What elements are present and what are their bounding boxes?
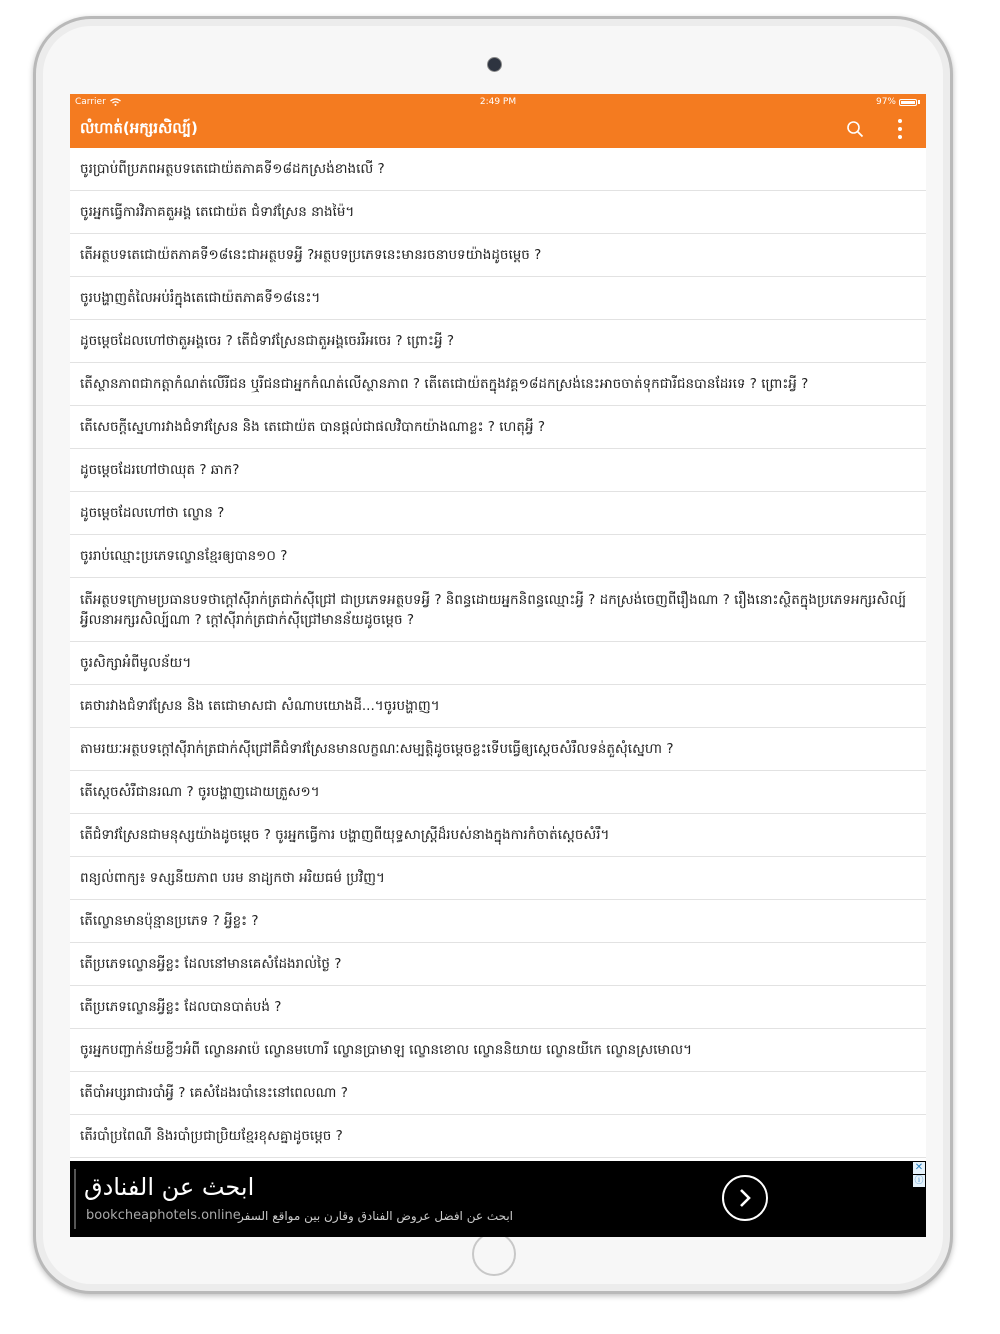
question-text: តើបាំអប្សរាជារបាំអ្វី ? គេសំដែងរបាំនេះនៅពេលណា ? — [80, 1085, 348, 1101]
question-text: ចូរសិក្សាអំពីមូលន័យ។ — [80, 655, 192, 671]
list-item[interactable] — [70, 578, 926, 642]
chevron-right-icon — [737, 1187, 753, 1209]
ad-close-icon[interactable]: ✕ — [914, 1162, 924, 1173]
ad-url[interactable]: bookcheaphotels.online — [86, 1208, 241, 1223]
list-item[interactable] — [70, 406, 926, 449]
home-button[interactable] — [472, 1232, 516, 1276]
list-item[interactable] — [70, 642, 926, 685]
question-text: ចូរបង្ហាញតំលៃអប់រំក្នុងតេជោយ៉តភាគទី១៨នេះ។ — [80, 290, 321, 306]
list-item[interactable] — [70, 900, 926, 943]
list-item[interactable] — [70, 148, 926, 191]
question-text: ចូរអ្នកធ្វើការវិភាគតួអង្គ តេជោយ៉ត ជំទាវស្រែន នាងម៉ៃ។ — [80, 204, 355, 220]
question-text: តើជំទាវស្រែនជាមនុស្សយ៉ាងដូចម្ដេច ? ចូរអ្នកធ្វើការ បង្ហាញពីយុទ្ធសាស្ត្រីដ៏របស់នាងក្នុងការកំចាត់ស្ដេចសំរឹ។ — [80, 827, 610, 843]
question-text: តើស្ដេចសំរឹជានរណា ? ចូរបង្ហាញដោយត្រួស១។ — [80, 784, 320, 800]
list-item[interactable] — [70, 234, 926, 277]
list-item[interactable] — [70, 986, 926, 1029]
list-item[interactable] — [70, 814, 926, 857]
question-text: តើប្រភេទល្ខោនអ្វីខ្លះ ដែលបានបាត់បង់ ? — [80, 999, 282, 1015]
search-icon[interactable] — [846, 120, 864, 138]
ad-description: ابحث عن افضل عروض الفنادق وقارن بين مواقع السفر — [238, 1209, 514, 1223]
list-item[interactable] — [70, 535, 926, 578]
question-text: ចូរអ្នកបញ្ជាក់ន័យខ្លីៗអំពី ល្ខោនអាប៉េ ល្ខោនមហោរី ល្ខោនប្រាមាឡ ល្ខោនខោល ល្ខោននិយាយ ល្ខោនយីកេ ល្ខោនស្រមោល។ — [80, 1042, 692, 1058]
question-text: តើអត្ថបទក្រោមប្រធានបទថាក្ដៅស៊ីរាក់ត្រជាក់ស៊ីជ្រៅ ជាប្រភេទអត្ថបទអ្វី ? និពន្ធដោយអ្នកនិពន្ធឈ្មោះអ្វី ? ដកស្រង់ចេញពីរឿងណា ? រឿងនោះស្ថិតក្នុងប្រភេទអក្សរសិល្ប៍អ្វីលនាអក្សរសិល្ប៍ណា ? ក្ដៅស៊ីរាក់ត្រជាក់ស៊ីជ្រៅមានន័យដូចម្ដេច ? — [80, 591, 907, 628]
app-screen — [70, 94, 926, 1237]
list-item[interactable] — [70, 277, 926, 320]
list-item[interactable] — [70, 1072, 926, 1115]
list-item[interactable] — [70, 363, 926, 406]
list-item[interactable] — [70, 1029, 926, 1072]
ad-title[interactable]: ابحث عن الفنادق — [84, 1173, 255, 1201]
question-text: តើរបាំប្រពៃណី និងរបាំប្រជាប្រិយខ្មែរខុសគ្នាដូចម្ដេច ? — [80, 1128, 343, 1144]
question-text: ដូចម្ដេចដែរហៅថាឈុត ? ឆាក? — [80, 462, 240, 478]
list-item[interactable] — [70, 728, 926, 771]
camera-icon — [487, 57, 502, 72]
list-item[interactable] — [70, 857, 926, 900]
list-item[interactable] — [70, 191, 926, 234]
list-item[interactable] — [70, 685, 926, 728]
question-text: ដូចម្ដេចដែលហៅថាតួអង្គចេរ ? តើជំទាវស្រែនជាតួអង្គចេររឺអចេរ ? ព្រោះអ្វី ? — [80, 333, 454, 349]
question-text: ដូចម្ដេចដែលហៅថា ល្ខោន ? — [80, 505, 225, 521]
more-vertical-icon[interactable] — [896, 119, 904, 139]
list-item[interactable] — [70, 943, 926, 986]
list-item[interactable] — [70, 492, 926, 535]
list-item[interactable] — [70, 449, 926, 492]
question-text: តាមរយៈអត្ថបទក្ដៅស៊ីរាក់ត្រជាក់ស៊ីជ្រៅគឺជំទាវស្រែនមានលក្ខណៈសម្បត្តិដូចម្ដេចខ្លះទើបធ្វើឲ្យស្ដេចសំរឹលទន់តួសុំស្នេហា ? — [80, 741, 674, 757]
ad-info-icon[interactable]: ⓘ — [914, 1176, 924, 1186]
ad-arrow-button[interactable] — [722, 1175, 768, 1221]
ad-divider — [74, 1169, 76, 1229]
battery-icon — [899, 99, 917, 106]
carrier-label: Carrier — [75, 97, 106, 107]
question-text: ពន្យល់ពាក្យ៖ ទស្សនីយភាព បរម នាដ្យកថា អរិយធម៌ ប្រវិញ។ — [80, 870, 385, 886]
list-item[interactable] — [70, 1115, 926, 1158]
question-text: តើល្ខោនមានប៉ុន្មានប្រភេទ ? អ្វីខ្លះ ? — [80, 913, 259, 929]
list-item[interactable] — [70, 771, 926, 814]
clock: 2:49 PM — [479, 97, 517, 107]
status-bar — [70, 94, 926, 110]
question-text: តើអត្ថបទតេជោយ៉តភាគទី១៨នេះជាអត្ថបទអ្វី ?អត្ថបទប្រភេទនេះមានរចនាបទយ៉ាងដូចម្ដេច ? — [80, 247, 542, 263]
question-text: គេថារវាងជំទាវស្រែន និង តេជោមាសជា សំណាបយោងដី...។ចូរបង្ហាញ។ — [80, 698, 440, 714]
question-list — [70, 148, 926, 1158]
ad-banner[interactable] — [70, 1161, 926, 1237]
question-text: ចូរប្រាប់ពីប្រភពអត្ថបទតេជោយ៉តភាគទី១៨ដកស្រង់ខាងលើ ? — [80, 161, 385, 177]
page-title: លំហាត់(អក្សរសិល្ប៍) — [80, 119, 198, 137]
nav-bar — [70, 110, 926, 148]
question-text: ចូររាប់ឈ្មោះប្រភេទល្ខោនខ្មែរឲ្យបាន១០ ? — [80, 548, 288, 564]
question-text: តើស្ថានភាពជាកត្តាកំណត់លើរីជន ឬរីជនជាអ្នកកំណត់លើស្ថានភាព ? តើតេជោយ៉តក្នុងវគ្គ១៨ដកស្រង់នេះអាចចាត់ទុកជារីជនបានដែរទេ ? ព្រោះអ្វី ? — [80, 376, 809, 392]
battery-percent: 97% — [875, 97, 896, 107]
question-text: តើប្រភេទល្ខោនអ្វីខ្លះ ដែលនៅមានគេសំដែងរាល់ថ្ងៃ ? — [80, 956, 342, 972]
list-item[interactable] — [70, 320, 926, 363]
question-text: តើសេចក្ដីស្នេហារវាងជំទាវស្រែន និង តេជោយ៉ត បានផ្ដល់ជាផលវិបាកយ៉ាងណាខ្លះ ? ហេតុអ្វី ? — [80, 419, 545, 435]
battery-tip — [918, 100, 920, 104]
